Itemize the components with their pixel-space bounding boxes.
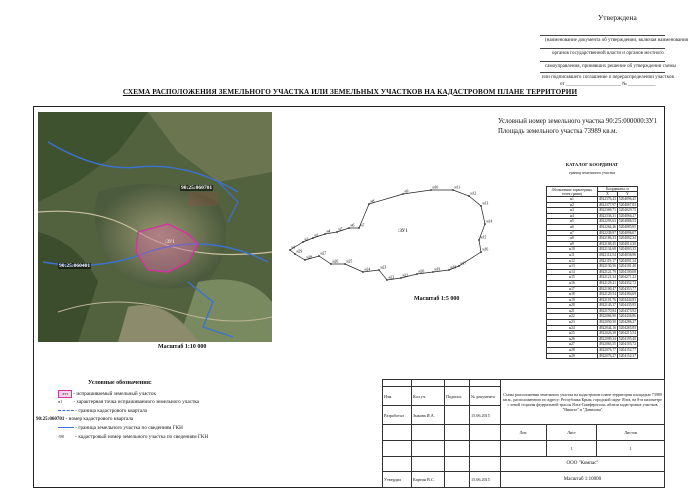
map-plot-label: :ЗУ1: [165, 240, 175, 245]
catalog-x: 4922063,55: [598, 342, 616, 347]
catalog-point: н27: [547, 342, 598, 348]
catalog-y: 5204085,85: [618, 224, 636, 229]
catalog-x: 4922050,50: [598, 320, 616, 325]
plot-point-label: н17: [460, 261, 467, 266]
catalog-y: 5204352,72: [618, 280, 636, 285]
catalog-header-y: Y: [617, 192, 637, 197]
plot-point-label: н14: [486, 219, 493, 224]
catalog-x: 4922009,34: [598, 336, 616, 341]
catalog-point: н20: [547, 303, 598, 309]
plot-point-label: н8: [370, 199, 375, 204]
coordinate-catalog: [546, 186, 638, 359]
catalog-point: н25: [547, 331, 598, 337]
stamp-sheet: Лист: [546, 425, 597, 441]
catalog-x: 4922101,76: [598, 297, 616, 302]
stamp-description: Схема расположения земельного участка на кадастровом плане территории площадью 73989 кв.м., расположенного по адресу: Республика Крым, городской округ Ялта, на 8-м километре с левой стороны федеральной трассы Ялта-Симферополь, вблизи кадастровых участков "Никита" и "Данилова": [501, 380, 665, 425]
catalog-y: 5204066,27: [618, 213, 636, 218]
catalog-x: 4922119,17: [598, 258, 616, 263]
catalog-point: н12: [547, 258, 598, 264]
stamp-col-sign: Подпись: [445, 387, 470, 406]
stamp-company: ООО "Компас": [501, 456, 665, 472]
catalog-point: н24: [547, 325, 598, 331]
legend-symbol-cad-number: :98: [58, 434, 64, 439]
catalog-x: 4922377,97: [598, 202, 616, 207]
catalog-subtitle: границ земельного участка: [569, 170, 615, 175]
quarter-label-south: 90:25:060401: [59, 263, 91, 269]
legend-symbol-plot: :ЗУ1: [58, 390, 72, 398]
legend-item-quarter-boundary: - граница кадастрового квартала: [58, 408, 147, 414]
plot-point-label: н2: [304, 237, 309, 242]
stamp-name-developer: Зыкова И.А.: [412, 406, 445, 425]
catalog-x: 4922129,21: [598, 280, 616, 285]
catalog-point: н15: [547, 275, 598, 281]
catalog-x: 4922066,90: [598, 314, 616, 319]
approval-title: Утверждена: [598, 13, 637, 22]
catalog-x: 4922044,16: [598, 325, 616, 330]
catalog-y: 5204444,83: [618, 297, 636, 302]
plot-point-label: н16: [482, 247, 489, 252]
satellite-map: [38, 112, 272, 342]
legend-item-quarter-number: 90:25:060701 - номер кадастрового квартала: [36, 416, 134, 422]
catalog-x: 4922121,34: [598, 275, 616, 280]
stamp-col-change: Изм.: [383, 387, 412, 406]
catalog-point: н19: [547, 297, 598, 303]
plot-point-label: н5: [338, 227, 343, 232]
plot-point-label: н1: [291, 245, 296, 250]
plot-scale: Масштаб 1:5 000: [414, 296, 460, 302]
plot-point-label: н23: [380, 265, 387, 270]
catalog-point: н17: [547, 286, 598, 292]
catalog-point: н9: [547, 241, 598, 247]
catalog-point: н29: [547, 353, 598, 359]
catalog-point: н21: [547, 308, 598, 314]
page-title: СХЕМА РАСПОЛОЖЕНИЯ ЗЕМЕЛЬНОГО УЧАСТКА ИЛИ ЗЕМЕЛЬНЫХ УЧАСТКОВ НА КАДАСТРОВОМ ПЛАНЕ ТЕРРИТОРИИ: [122, 88, 578, 96]
stamp-name-approver: Картин В.С.: [412, 472, 445, 488]
catalog-y: 5204373,92: [618, 308, 636, 313]
conditional-number: Условный номер земельного участка 90:25:000000:ЗУ1: [498, 118, 657, 125]
catalog-y: 5204286,27: [618, 320, 636, 325]
catalog-x: 4922026,38: [598, 331, 616, 336]
catalog-y: 5204014,30: [618, 241, 636, 246]
plot-point-label: н10: [432, 185, 439, 190]
catalog-y: 5204067,83: [618, 202, 636, 207]
stamp-date-developer: 15.06.2015: [470, 406, 501, 425]
catalog-y: 5204002,34: [618, 236, 636, 241]
stamp-scale: Масштаб 1:10000: [501, 472, 665, 488]
catalog-point: н3: [547, 208, 598, 214]
catalog-y: 5204029,75: [618, 208, 636, 213]
catalog-y: 5204152,37: [618, 353, 636, 358]
plot-point-label: н6: [350, 223, 355, 228]
catalog-y: 5204384,69: [618, 292, 636, 297]
catalog-point: н16: [547, 280, 598, 286]
approval-note-2: органов государственной власти и органов местного: [552, 51, 664, 56]
catalog-x: 4922143,37: [598, 303, 616, 308]
catalog-point: н4: [547, 213, 598, 219]
quarter-label-north: 90:25:060701: [181, 185, 213, 191]
stamp-role-developer: Разработал: [383, 406, 412, 425]
catalog-row: [547, 353, 638, 359]
catalog-y: 5204195,40: [618, 336, 636, 341]
plot-point-label: н4: [326, 229, 331, 234]
catalog-point: н7: [547, 230, 598, 236]
plot-point-label: н13: [482, 201, 489, 206]
plot-point-label: н24: [364, 267, 371, 272]
stamp-role-approver: Утвердил: [383, 472, 412, 488]
legend-symbol-quarter-number: 90:25:060701: [36, 417, 65, 422]
plot-point-label: н28: [306, 255, 313, 260]
catalog-x: 4922130,56: [598, 264, 616, 269]
catalog-x: 4922076,77: [598, 348, 616, 353]
stamp-sheets-value: 1: [597, 440, 665, 456]
stamp-col-count: Кол.уч.: [412, 387, 445, 406]
plot-point-label: н20: [418, 269, 425, 274]
legend-item-cad-number: :98 - кадастровый номер земельного участка по сведениям ГКН: [58, 434, 209, 440]
plot-point-label: н22: [388, 275, 395, 280]
plot-point-label: н7: [360, 223, 365, 228]
catalog-x: 4922293,63: [598, 219, 616, 224]
catalog-y: 5204103,72: [618, 342, 636, 347]
catalog-point: н28: [547, 348, 598, 354]
catalog-x: 4922186,33: [598, 236, 616, 241]
catalog-x: 4922121,79: [598, 269, 616, 274]
title-block: [382, 379, 665, 488]
catalog-x: 4922100,47: [598, 286, 616, 291]
plot-point-label: н9: [404, 189, 409, 194]
catalog-y: 5204265,85: [618, 325, 636, 330]
stamp-sheet-value: 1: [546, 440, 597, 456]
catalog-point: н2: [547, 202, 598, 208]
legend-symbol-gkn-boundary: [58, 427, 74, 428]
catalog-y: 5204271,22: [618, 275, 636, 280]
plot-label: :ЗУ1: [398, 229, 408, 234]
approval-note-4: или подписавшего соглашение о перераспределении участков: [542, 75, 674, 80]
catalog-x: 4922239,97: [598, 230, 616, 235]
plot-area: Площадь земельного участка 73989 кв.м.: [498, 128, 618, 135]
plot-point-label: н27: [320, 251, 327, 256]
catalog-point: н6: [547, 224, 598, 230]
stamp-sheets: Листов: [597, 425, 665, 441]
catalog-y: 5204152,77: [618, 348, 636, 353]
plot-point-label: н29: [296, 249, 303, 254]
catalog-header-x: X: [597, 192, 617, 197]
catalog-point: н1: [547, 197, 598, 203]
catalog-point: н14: [547, 269, 598, 275]
catalog-point: н18: [547, 292, 598, 298]
stamp-col-doc: № документа: [470, 387, 501, 406]
approval-note-3: самоуправления, принявших решение об утверждении схемы: [545, 64, 676, 69]
catalog-y: 5204096,45: [618, 197, 636, 201]
plot-point-label: н3: [314, 233, 319, 238]
catalog-point: н26: [547, 336, 598, 342]
plot-point-label: н25: [346, 259, 353, 264]
catalog-y: 5204086,55: [618, 219, 636, 224]
plot-point-label: н18: [450, 265, 457, 270]
catalog-x: 4922376,43: [598, 197, 616, 201]
catalog-y: 5204353,77: [618, 286, 636, 291]
catalog-x: 4922076,27: [598, 353, 616, 358]
catalog-y: 5204100,08: [618, 269, 636, 274]
catalog-y: 5204096,07: [618, 230, 636, 235]
plot-point-label: н26: [332, 259, 339, 264]
catalog-point: н22: [547, 314, 598, 320]
catalog-x: 4922170,84: [598, 308, 616, 313]
stamp-date-approver: 15.06.2015: [470, 472, 501, 488]
catalog-y: 5204435,95: [618, 303, 636, 308]
legend-item-gkn-boundary: - граница земельного участка по сведениям ГКН: [58, 425, 183, 431]
catalog-point: н11: [547, 252, 598, 258]
plot-boundary-drawing: [283, 180, 523, 290]
plot-point-label: н19: [434, 267, 441, 272]
catalog-y: 5204001,34: [618, 258, 636, 263]
catalog-header-coords: Координаты, м: [597, 187, 637, 192]
catalog-y: 5204003,35: [618, 247, 636, 252]
legend-title: Условные обозначения:: [88, 380, 152, 386]
catalog-point: н10: [547, 247, 598, 253]
plot-point-label: н15: [480, 235, 487, 240]
catalog-point: н5: [547, 219, 598, 225]
catalog-x: 4922112,54: [598, 252, 616, 257]
approval-note-1: (наименование документа об утверждении, включая наименования: [545, 38, 688, 43]
catalog-title: КАТАЛОГ КООРДИНАТ: [565, 162, 619, 167]
catalog-x: 4922134,68: [598, 247, 616, 252]
catalog-x: 4922336,31: [598, 213, 616, 218]
catalog-header-point: Обозначение характерных точек границ: [547, 187, 598, 197]
catalog-point: н23: [547, 320, 598, 326]
plot-point-label: н12: [470, 191, 477, 196]
legend-item-plot: :ЗУ1 - испрашиваемый земельный участок: [58, 390, 156, 398]
plot-point-label: н11: [454, 185, 461, 190]
catalog-point: н13: [547, 264, 598, 270]
catalog-y: 5204436,86: [618, 314, 636, 319]
satellite-map-art: [38, 112, 272, 342]
stamp-lit: Лит.: [501, 425, 547, 441]
map-scale: Масштаб 1:10 000: [158, 344, 207, 350]
catalog-y: 5204101,40: [618, 264, 636, 269]
catalog-x: 4922129,54: [598, 292, 616, 297]
catalog-y: 5204215,54: [618, 331, 636, 336]
legend-symbol-point: н1: [58, 399, 63, 404]
catalog-x: 4922264,46: [598, 224, 616, 229]
legend-item-point: н1 - характерная точка испрашиваемого земельного участка: [58, 399, 199, 405]
plot-point-label: н21: [402, 273, 409, 278]
legend-symbol-quarter-boundary: [58, 410, 74, 411]
catalog-x: 4922168,45: [598, 241, 616, 246]
approval-note-5: от ______________________ № ___________: [560, 82, 656, 87]
catalog-point: н8: [547, 236, 598, 242]
catalog-y: 5204036,96: [618, 252, 636, 257]
catalog-x: 4922369,71: [598, 208, 616, 213]
